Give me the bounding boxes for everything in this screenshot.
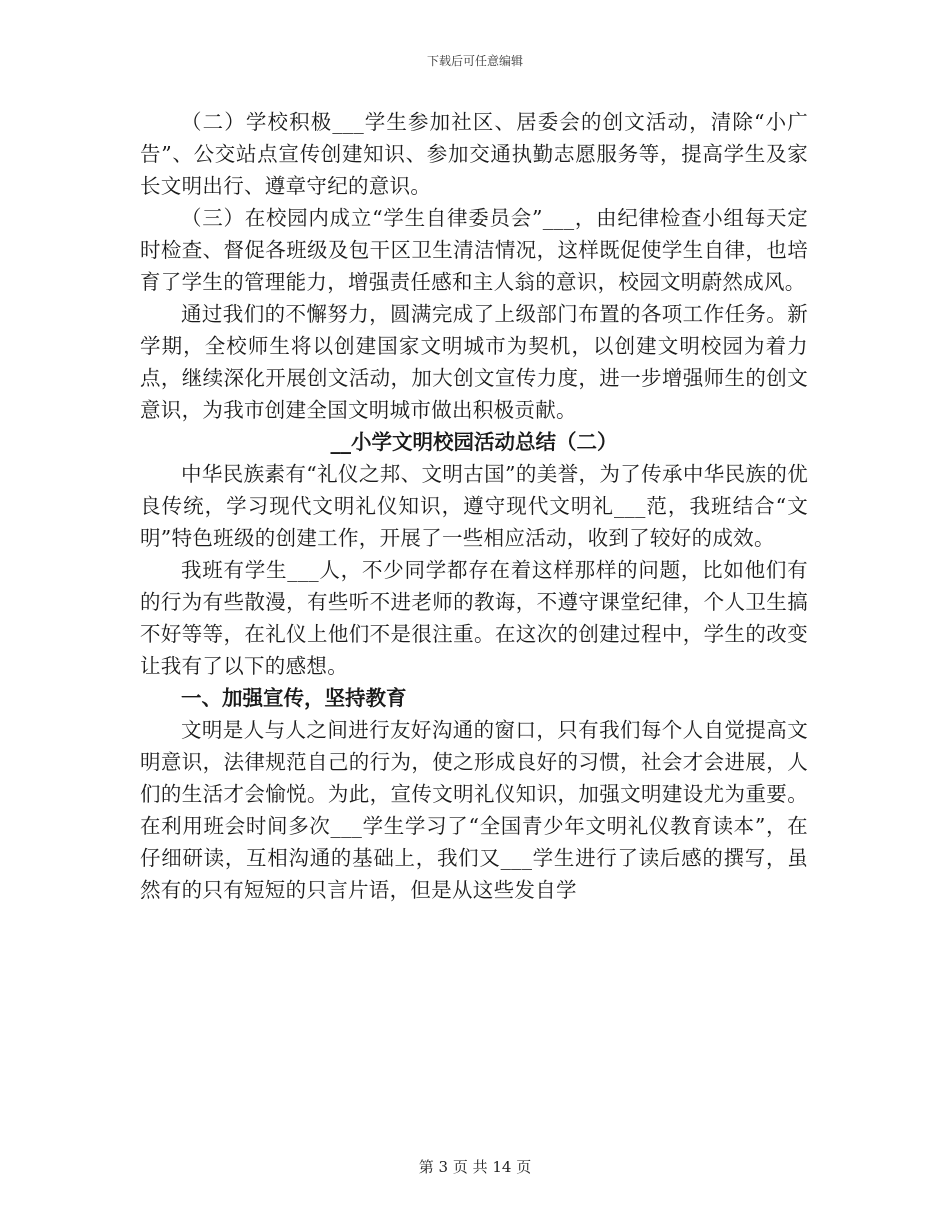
header-note: 下载后可任意编辑 bbox=[426, 54, 523, 68]
paragraph-6: 文明是人与人之间进行友好沟通的窗口，只有我们每个人自觉提高文明意识，法律规范自己的行为，使之形成良好的习惯，社会才会进展，人们的生活才会愉悦。为此，宣传文明礼仪知识，加强文明建设尤为重要。在利用班会时间多次___学生学习了“全国青少年文明礼仪教育读本”，在仔细研读，互相沟通的基础上，我们又___学生进行了读后感的撰写，虽然有的只有短短的只言片语，但是从这些发自学 bbox=[140, 718, 808, 902]
paragraph-2: （三）在校园内成立“学生自律委员会”___，由纪律检查小组每天定时检查、督促各班级及包干区卫生清洁情况，这样既促使学生自律，也培育了学生的管理能力，增强责任感和主人翁的意识，校园文明蔚然成风。 bbox=[140, 206, 808, 294]
sub-heading-1: 一、加强宣传，坚持教育 bbox=[181, 686, 407, 710]
paragraph-5: 我班有学生___人，不少同学都存在着这样那样的问题，比如他们有的行为有些散漫，有些听不进老师的教诲，不遵守课堂纪律，个人卫生搞不好等等，在礼仪上他们不是很注重。在这次的创建过程中，学生的改变让我有了以下的感想。 bbox=[140, 558, 808, 678]
paragraph-3: 通过我们的不懈努力，圆满完成了上级部门布置的各项工作任务。新学期，全校师生将以创建国家文明城市为契机，以创建文明校园为着力点，继续深化开展创文活动，加大创文宣传力度，进一步增强师生的创文意识，为我市创建全国文明城市做出积极贡献。 bbox=[140, 302, 808, 422]
paragraph-4: 中华民族素有“礼仪之邦、文明古国”的美誉，为了传承中华民族的优良传统，学习现代文明礼仪知识，遵守现代文明礼___范，我班结合“文明”特色班级的创建工作，开展了一些相应活动，收到了较好的成效。 bbox=[140, 462, 808, 550]
document-body bbox=[140, 106, 808, 906]
paragraph-1: （二）学校积极___学生参加社区、居委会的创文活动，清除“小广告”、公交站点宣传创建知识、参加交通执勤志愿服务等，提高学生及家长文明出行、遵章守纪的意识。 bbox=[140, 110, 808, 198]
section-title: __小学文明校园活动总结（二） bbox=[330, 430, 618, 454]
page-number: 第 3 页 共 14 页 bbox=[418, 1158, 532, 1176]
